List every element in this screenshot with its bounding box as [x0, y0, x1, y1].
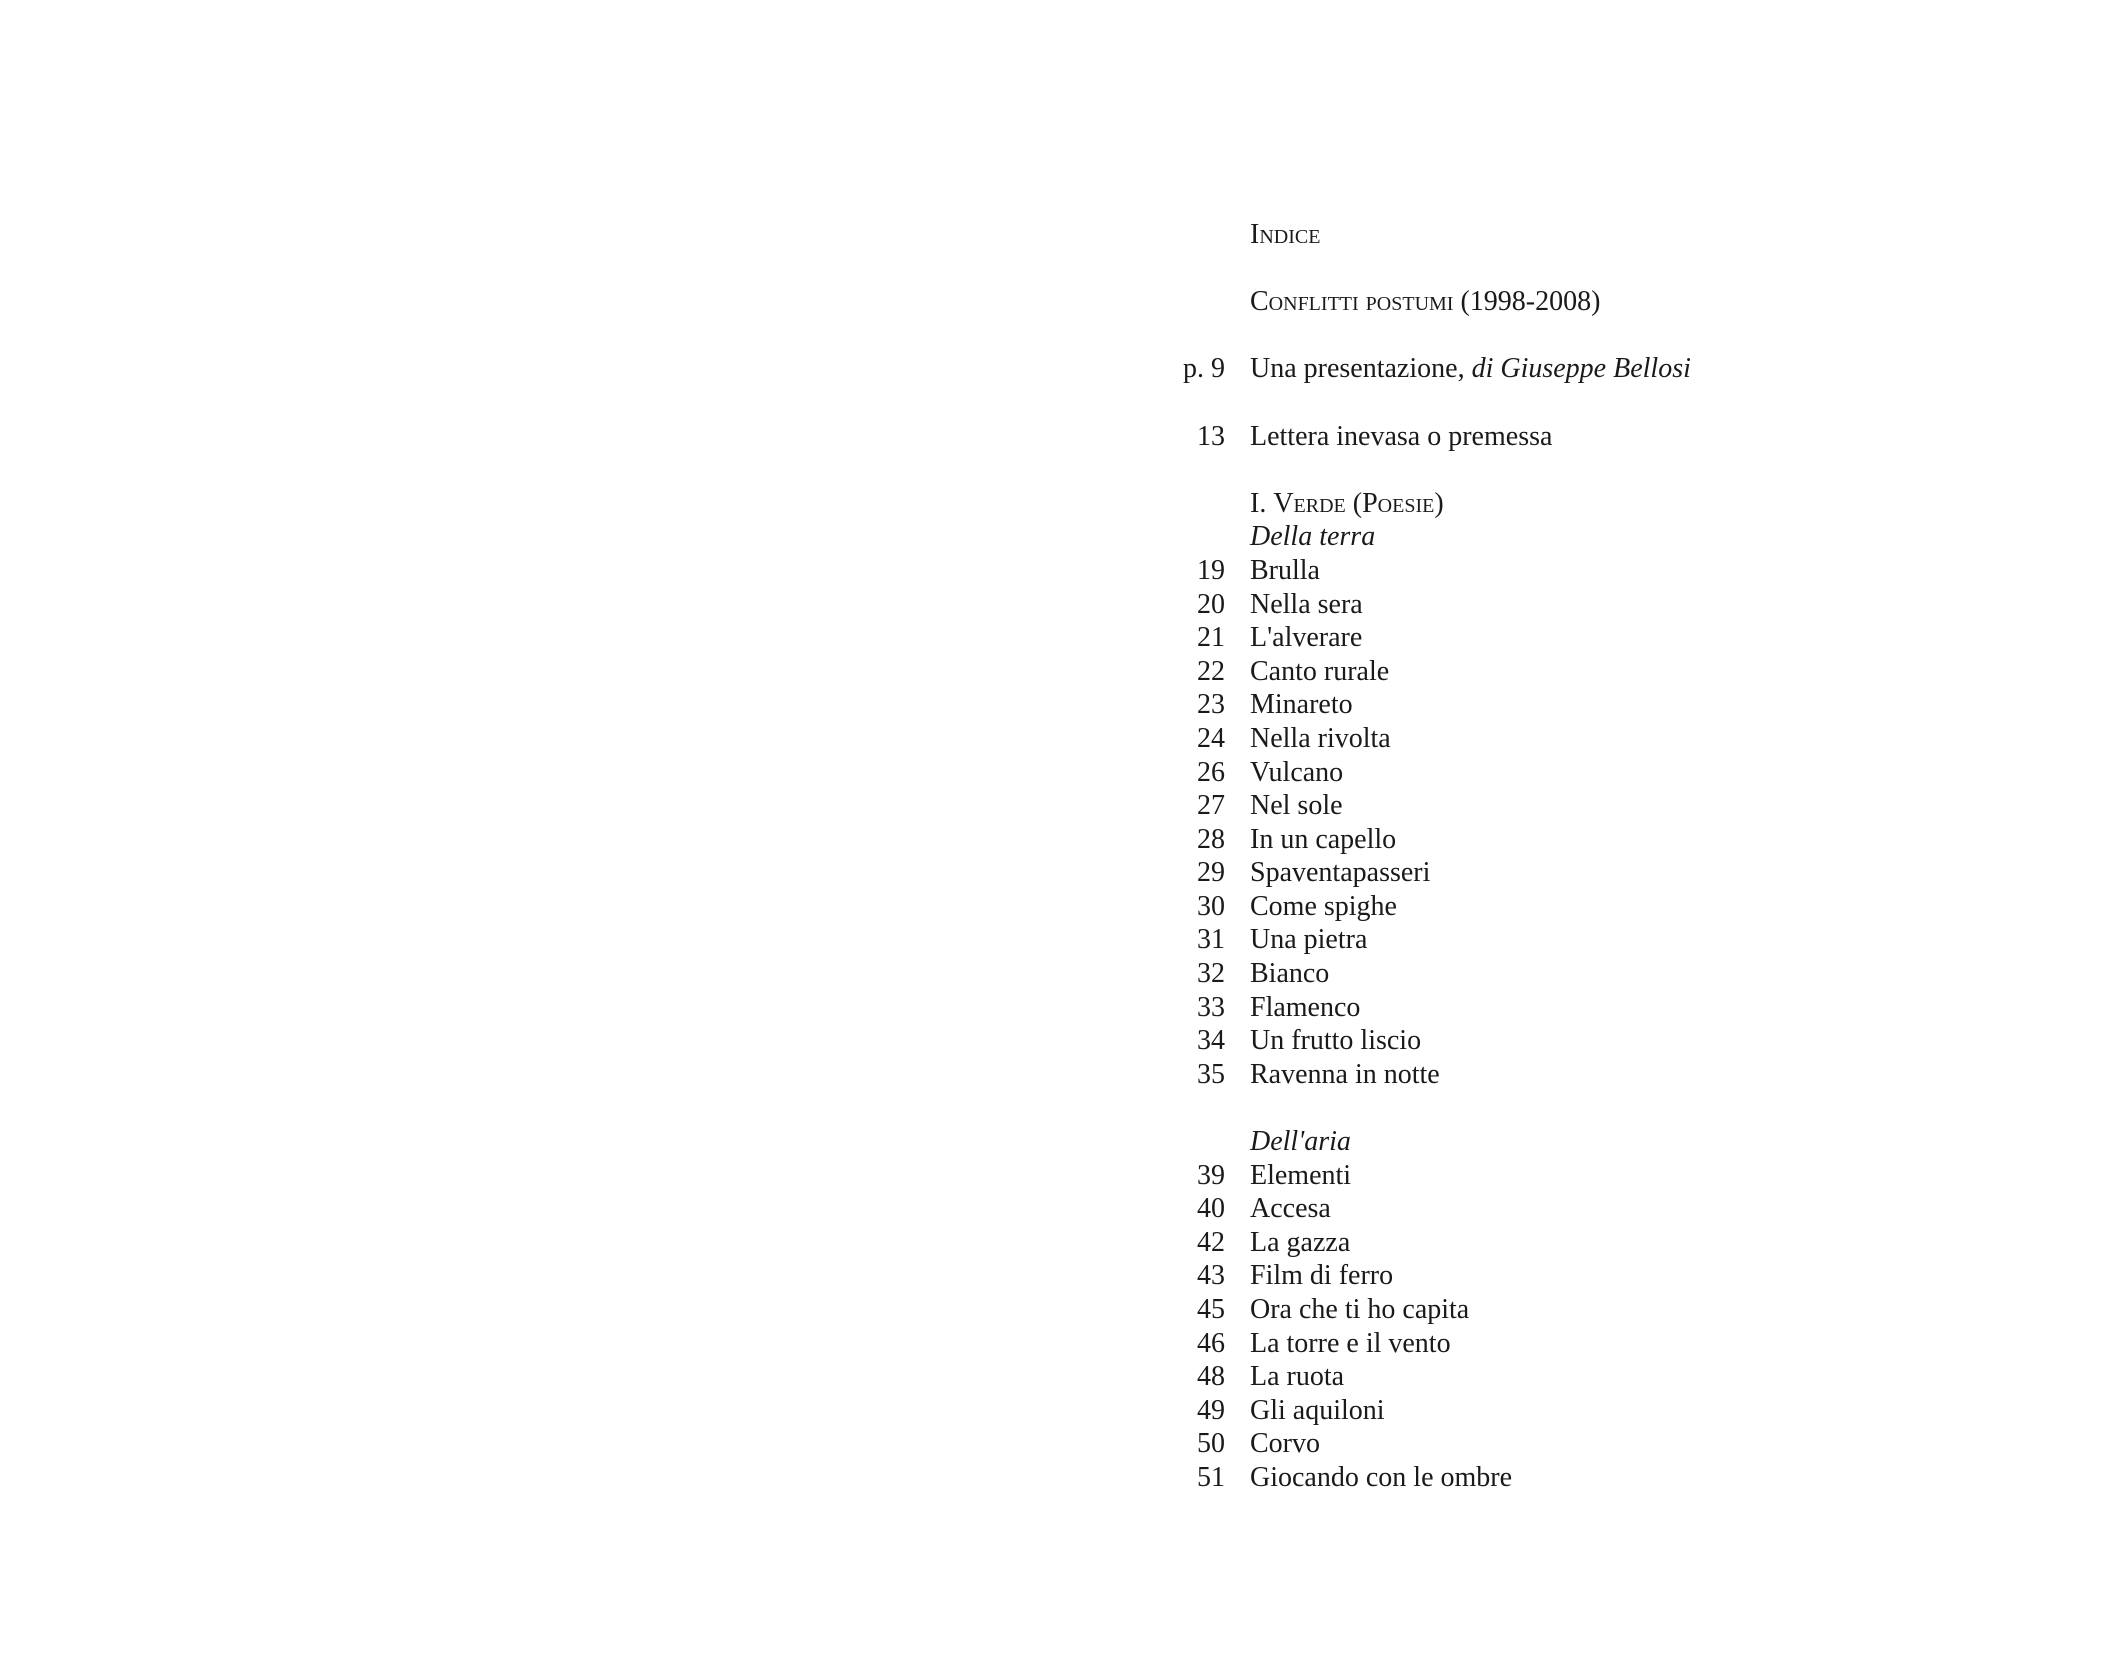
page-number: 48: [1197, 1361, 1225, 1393]
page-number: 45: [1197, 1294, 1225, 1325]
entry-title: Gli aquiloni: [1250, 1394, 1385, 1426]
entry-title: La ruota: [1250, 1361, 1345, 1393]
toc-entry: [1175, 923, 1875, 957]
page-number: 29: [1197, 857, 1225, 889]
entry-title: La torre e il vento: [1250, 1327, 1451, 1359]
section-title: I. Verde (Poesie): [1250, 487, 1444, 519]
page-number: 40: [1197, 1193, 1225, 1225]
entry-title: Una pietra: [1250, 924, 1368, 956]
group-heading: Della terra: [1250, 521, 1376, 553]
page-number: 30: [1197, 890, 1225, 922]
entry-title: Spaventapasseri: [1250, 857, 1431, 889]
section-title-row: [1175, 487, 1875, 521]
toc-entry: [1175, 1226, 1875, 1260]
toc-entry: [1175, 1259, 1875, 1293]
page-number: 26: [1197, 756, 1225, 788]
toc-entry: [1175, 1192, 1875, 1226]
page-number: 46: [1197, 1327, 1225, 1359]
page-number: 42: [1197, 1226, 1225, 1258]
toc-heading: Indice: [1250, 219, 1321, 250]
toc-entry: [1175, 655, 1875, 689]
toc-entry: [1175, 957, 1875, 991]
toc-entry: [1175, 1159, 1875, 1193]
page-number: 49: [1197, 1394, 1225, 1426]
entry-title: Nel sole: [1250, 790, 1343, 822]
group-heading-row: [1175, 1125, 1875, 1159]
page-number: 27: [1197, 790, 1225, 822]
toc-entry: [1175, 1427, 1875, 1461]
entry-title: Nella sera: [1250, 588, 1363, 620]
toc-entry: [1175, 789, 1875, 823]
toc-entry: [1175, 1360, 1875, 1394]
entry-title: Come spighe: [1250, 890, 1397, 922]
entry-title: Un frutto liscio: [1250, 1025, 1422, 1057]
toc-entry: [1175, 856, 1875, 890]
toc-entry: [1175, 1394, 1875, 1428]
page-number: 33: [1197, 991, 1225, 1023]
entry-title: Giocando con le ombre: [1250, 1461, 1513, 1493]
page-number: 21: [1197, 622, 1225, 654]
page-number: 24: [1197, 722, 1225, 754]
toc-entry: [1175, 890, 1875, 924]
intro-title: Una presentazione,: [1250, 353, 1472, 385]
table-of-contents: [1175, 218, 1875, 1495]
page-number: 39: [1197, 1159, 1225, 1191]
toc-entry: [1175, 688, 1875, 722]
page-number: 13: [1197, 420, 1225, 452]
toc-heading-row: [1175, 218, 1875, 252]
toc-entry: [1175, 823, 1875, 857]
collection-title-row: [1175, 285, 1875, 319]
entry-title: Nella rivolta: [1250, 722, 1391, 754]
page-number: 43: [1197, 1260, 1225, 1292]
toc-entry: [1175, 722, 1875, 756]
page-number: 50: [1197, 1428, 1225, 1460]
toc-entry-intro: [1175, 352, 1875, 386]
entry-title: Corvo: [1250, 1428, 1320, 1460]
toc-entry: [1175, 756, 1875, 790]
entry-title: Flamenco: [1250, 991, 1361, 1023]
page-number: 34: [1197, 1025, 1225, 1057]
entry-title: Ravenna in notte: [1250, 1058, 1440, 1090]
toc-entry: [1175, 1461, 1875, 1495]
entry-title: In un capello: [1250, 823, 1397, 855]
toc-entry: [1175, 621, 1875, 655]
page-number: p. 9: [1183, 353, 1225, 385]
entry-title: Brulla: [1250, 554, 1320, 586]
page-number: 31: [1197, 924, 1225, 956]
page-number: 20: [1197, 588, 1225, 620]
page-number: 28: [1197, 823, 1225, 855]
page-number: 19: [1197, 554, 1225, 586]
collection-title: [1250, 285, 1600, 319]
entry-title: [1250, 352, 1691, 386]
entry-title: Minareto: [1250, 689, 1353, 721]
collection-name: Conflitti postumi: [1250, 286, 1454, 318]
intro-author: di Giuseppe Bellosi: [1471, 353, 1691, 385]
toc-entry: [1175, 588, 1875, 622]
entry-title: Canto rurale: [1250, 655, 1390, 687]
toc-entry: [1175, 1293, 1875, 1327]
toc-entry-premessa: [1175, 420, 1875, 454]
collection-years: (1998-2008): [1460, 286, 1601, 318]
page-number: 35: [1197, 1058, 1225, 1090]
entry-title: Accesa: [1250, 1193, 1331, 1225]
page-number: 51: [1197, 1461, 1225, 1493]
toc-entry: [1175, 1058, 1875, 1092]
toc-entry: [1175, 554, 1875, 588]
toc-entry: [1175, 1024, 1875, 1058]
page-number: 23: [1197, 689, 1225, 721]
entry-title: Lettera inevasa o premessa: [1250, 420, 1553, 452]
entry-title: Elementi: [1250, 1159, 1352, 1191]
entry-title: Bianco: [1250, 958, 1330, 990]
group-heading-row: [1175, 520, 1875, 554]
entry-title: Film di ferro: [1250, 1260, 1394, 1292]
toc-entry: [1175, 991, 1875, 1025]
group-heading: Dell'aria: [1250, 1126, 1351, 1158]
page-number: 22: [1197, 655, 1225, 687]
entry-title: Ora che ti ho capita: [1250, 1294, 1470, 1325]
entry-title: Vulcano: [1250, 756, 1344, 788]
toc-groups: [1175, 520, 1875, 1494]
entry-title: L'alverare: [1250, 622, 1363, 654]
entry-title: La gazza: [1250, 1226, 1351, 1258]
page-number: 32: [1197, 958, 1225, 990]
toc-entry: [1175, 1327, 1875, 1361]
